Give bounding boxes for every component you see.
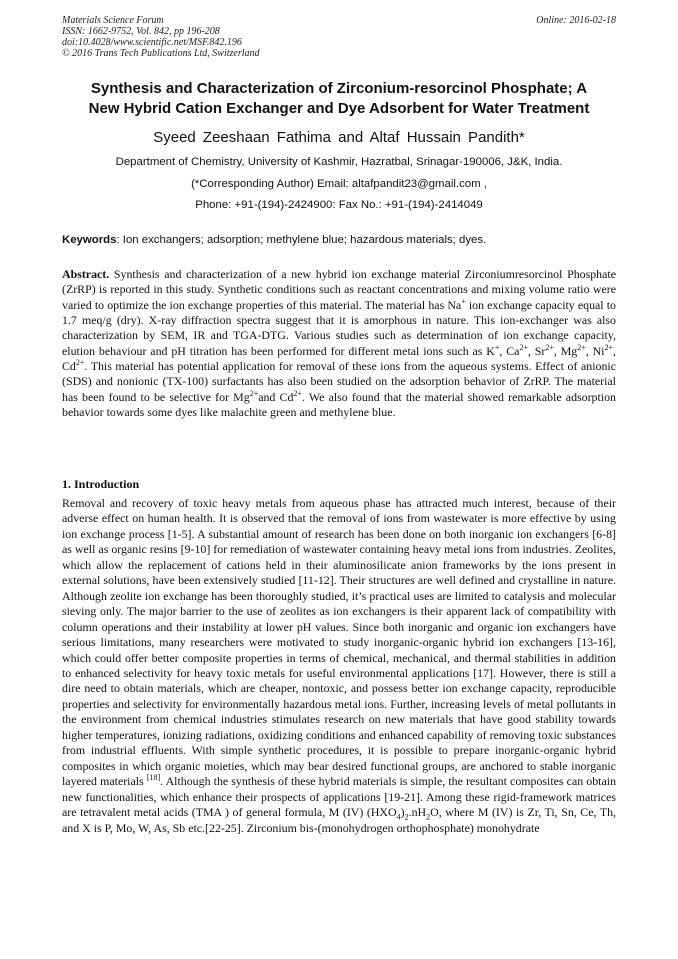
abstract-text: , Mg [553,343,578,358]
superscript: 2+ [519,342,528,352]
abstract-text: Synthesis and characterization of a new hybrid ion exchange material Zirconiumresorcinol Phosphate (ZrRP) is reported in this study. Synthetic conditions such as reactant concentrations and mixing volume ratio were varied to optimize the ion exchange properties of this material. The material has Na [62,267,616,312]
intro-text: .nH [408,805,427,820]
intro-text: ) [400,805,405,820]
intro-text: Removal and recovery of toxic heavy metals from aqueous phase has attracted much interest, because of their adverse effect on human health. It is observed that the removal of ions from wastewater is more effective by using ion exchange process [1-5]. A substantial amount of research has been done on both inorganic ion exchangers [6-8] as well as organic resins [9-10] for remediation of wastewater containing heavy metal ions from industries. Zeolites, which allow the replacement of cations held in their aluminosilicate anion frameworks by the ions present in external solutions, have been extensively studied [11-12]. Their structures are well defined and crystalline in nature. Although zeolite ion exchange has been thoroughly studied, it’s practical uses are limited to catalysis and molecular sieving only. The major barrier to the use of zeolites as ion exchangers is their apparent lack of compatibility with column operations and their instability at lower pH values. Since both inorganic and organic ion exchangers have serious limitations, many researchers were motivated to study inorganic-organic hybrid ion exchangers [13-16], which could offer better composite properties in terms of chemical, mechanical, and thermal stabilities in addition to enhanced selectivity for heavy toxic metals for useful environmental applications [17]. However, there is still a dire need to obtain materials, which are cheaper, nontoxic, and possess better ion exchange capacity, reproducible properties and selectivity for environmentally hazardous metal ions. Further, increasing levels of metal pollutants in the environment from chemical industries stimulates research on new materials that have good stability towards higher temperatures, ionizing radiations, oxidizing conditions and enhanced capability of removing toxic substances from industrial effluents. With simple synthetic procedures, it is possible to prepare inorganic-organic hybrid composites in which organic moieties, which may bear desired functional groups, are anchored to stable inorganic layered materials [62,496,616,789]
abstract-text: , Cd [62,343,616,374]
title-line-1: Synthesis and Characterization of Zirconium-resorcinol Phosphate; A [90,80,588,97]
journal-header [62,15,260,59]
superscript: + [494,342,500,352]
doi-line: doi:10.4028/www.scientific.net/MSF.842.196 [62,37,242,48]
keywords [62,233,616,247]
superscript: 2+ [293,388,302,398]
abstract-text: and Cd [258,389,294,404]
paper-title [55,79,623,119]
section-heading: 1. Introduction [62,477,140,491]
superscript: + [461,296,466,306]
abstract-text: , Ca [499,343,520,358]
subscript: 4 [396,812,401,822]
abstract-text: ion exchange capacity equal to 1.7 meq/g (dry). X-ray diffraction spectra suggest that it is amorphous in nature. This ion-exchanger was also characterization by SEM, IR and TGA-DTG. Various studies such as determination of ion exchange capacity, elution behaviour and pH titration has been performed for different metal ions such as K [62,297,616,358]
abstract-text: . This material has potential application for removal of these ions from the aqueous systems. Effect of anionic (SDS) and nonionic (TX-100) surfactants has also been studied on the adsorption behavior of ZrRP. The material has been found to be selective for Mg [62,359,616,404]
affiliation-email: (*Corresponding Author) Email: altafpandit23@gmail.com , [191,178,487,190]
superscript: 2+ [604,342,614,352]
citation-superscript: [18] [146,773,161,783]
title-line-2: New Hybrid Cation Exchanger and Dye Adsorbent for Water Treatment [88,100,590,117]
issn-line: ISSN: 1662-9752, Vol. 842, pp 196-208 [62,26,220,37]
subscript: 2 [426,812,431,822]
copyright-line: © 2016 Trans Tech Publications Ltd, Switzerland [62,48,260,59]
superscript: 2+ [577,342,586,352]
abstract-text: . We also found that the material showed remarkable adsorption behavior towards some dyes like malachite green and methylene blue. [62,389,616,420]
author-list: Syeed Zeeshaan Fathima and Altaf Hussain Pandith* [153,129,525,146]
journal-name: Materials Science Forum [62,15,164,26]
intro-text: O, where M (IV) is Zr, Ti, Sn, Ce, Th, and X is P, Mo, W, As, Sb etc.[22-25]. Zirconium bis-(monohydrogen orthophosphate) monohydrate [62,805,617,835]
online-date: Online: 2016-02-18 [536,15,616,26]
intro-text: . Although the synthesis of these hybrid materials is simple, the resultant composites can obtain new functionalities, which enhance their prospects of applications [19-21]. Among these rigid-framework matrices are tetravalent metal acids (TMA ) of general formula, M (IV) (HXO [62,774,617,820]
abstract-label: Abstract. [62,267,110,281]
abstract-text: , Sr [527,343,546,358]
affiliation-phone: Phone: +91-(194)-2424900: Fax No.: +91-(194)-2414049 [195,199,483,211]
superscript: 2+ [249,388,259,398]
abstract [62,267,616,420]
keywords-text: : Ion exchangers; adsorption; methylene blue; hazardous materials; dyes. [116,234,487,246]
subscript: 2 [404,812,409,822]
affiliation-dept: Department of Chemistry, University of Kashmir, Hazratbal, Srinagar-190006, J&K, India. [115,156,563,168]
introduction-body [62,496,616,836]
keywords-label: Keywords [62,234,117,246]
superscript: 2+ [545,342,554,352]
superscript: 2+ [75,358,85,368]
abstract-text: , Ni [585,343,605,358]
